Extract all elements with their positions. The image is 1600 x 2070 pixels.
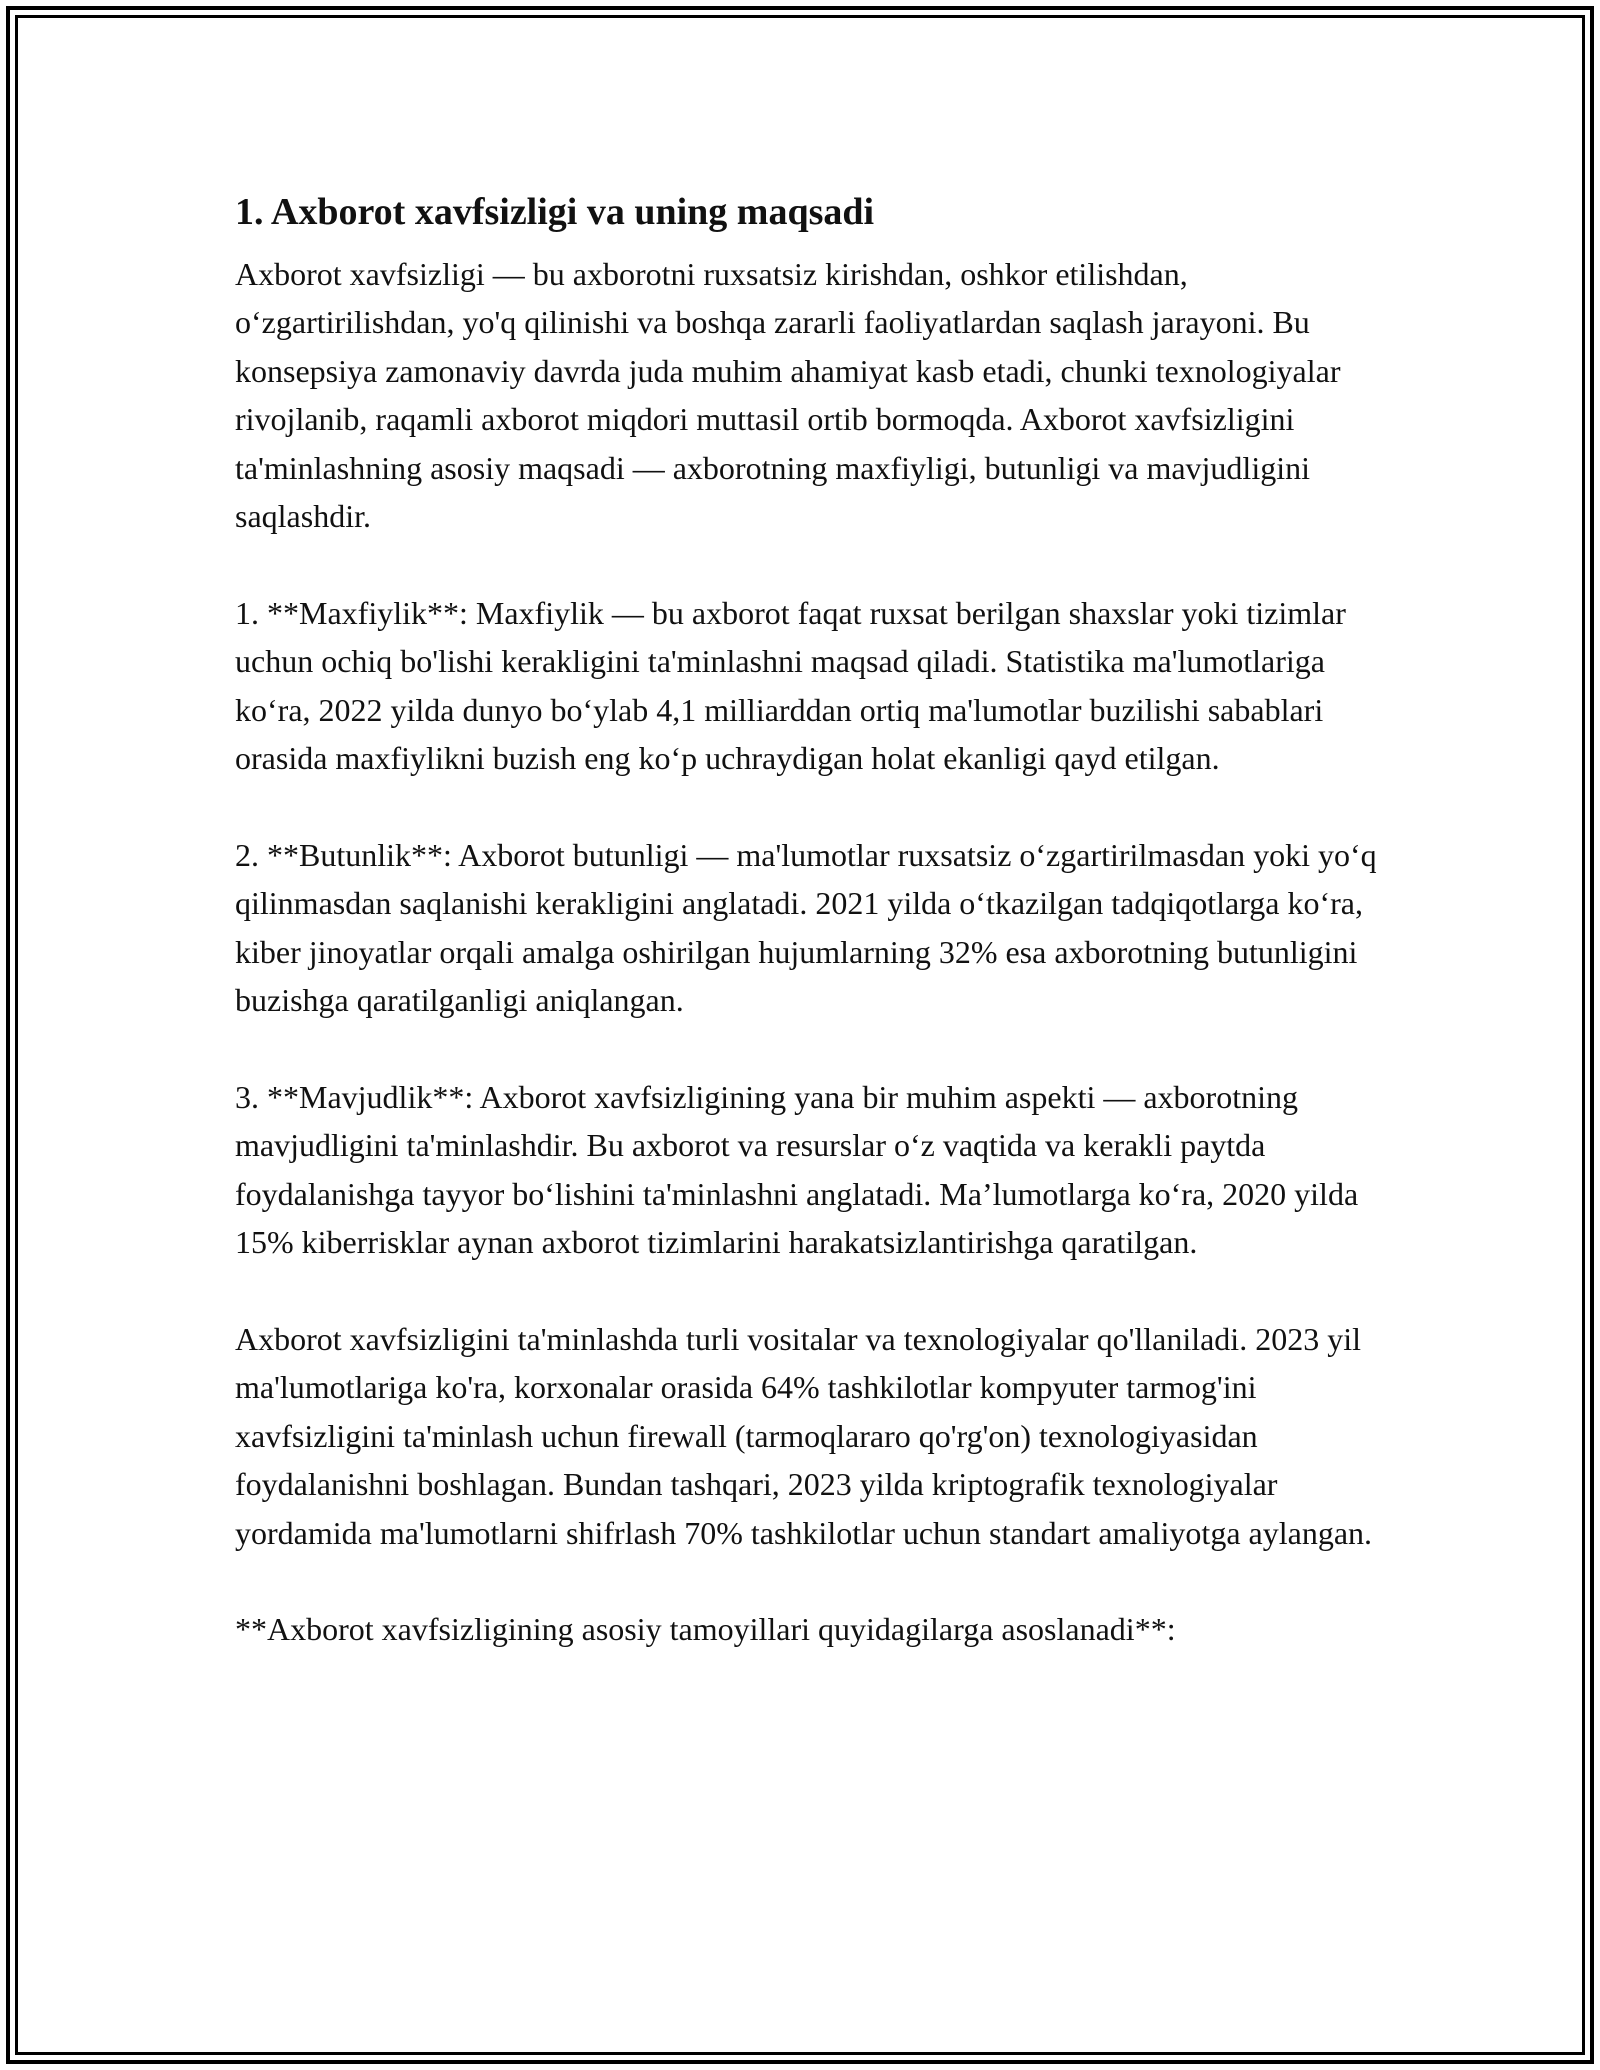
intro-paragraph: Axborot xavfsizligi — bu axborotni ruxsatsiz kirishdan, oshkor etilishdan, o‘zgartirilishdan, yo'q qilinishi va boshqa zararli faoliyatlardan saqlash jarayoni. Bu konsepsiya zamonaviy davrda juda muhim ahamiyat kasb etadi, chunki texnologiyalar rivojlanib, raqamli axborot miqdori muttasil ortib bormoqda. Axborot xavfsizligini ta'minlashning asosiy maqsadi — axborotning maxfiyligi, butunligi va mavjudligini saqlashdir. [235,256,1341,535]
document-body [235,188,1385,1702]
integrity-paragraph: 2. **Butunlik**: Axborot butunligi — ma'lumotlar ruxsatsiz o‘zgartirilmasdan yoki yo‘q qilinmasdan saqlanishi kerakligini anglatadi. 2021 yilda o‘tkazilgan tadqiqotlarga ko‘ra, kiber jinoyatlar orqali amalga oshirilgan hujumlarning 32% esa axborotning butunligini buzishga qaratilganligi aniqlangan. [235,836,1377,1019]
availability-paragraph: 3. **Mavjudlik**: Axborot xavfsizligining yana bir muhim aspekti — axborotning mavjudligini ta'minlashdir. Bu axborot va resurslar o‘z vaqtida va kerakli paytda foydalanishga tayyor bo‘lishini ta'minlashni anglatadi. Ma’lumotlarga ko‘ra, 2020 yilda 15% kiberrisklar aynan axborot tizimlarini harakatsizlantirishga qaratilgan. [235,1078,1359,1261]
principles-intro-paragraph: **Axborot xavfsizligining asosiy tamoyillari quyidagilarga asoslanadi**: [235,1611,1176,1648]
tools-paragraph: Axborot xavfsizligini ta'minlashda turli vositalar va texnologiyalar qo'llaniladi. 2023 yil ma'lumotlariga ko'ra, korxonalar orasida 64% tashkilotlar kompyuter tarmog'ini xavfsizligini ta'minlash uchun firewall (tarmoqlararo qo'rg'on) texnologiyasidan foydalanishni boshlagan. Bundan tashqari, 2023 yilda kriptografik texnologiyalar yordamida ma'lumotlarni shifrlash 70% tashkilotlar uchun standart amaliyotga aylangan. [235,1320,1373,1551]
section-heading: 1. Axborot xavfsizligi va uning maqsadi [235,191,875,233]
confidentiality-paragraph: 1. **Maxfiylik**: Maxfiylik — bu axborot faqat ruxsat berilgan shaxslar yoki tizimlar uchun ochiq bo'lishi kerakligini ta'minlashni maqsad qiladi. Statistika ma'lumotlariga ko‘ra, 2022 yilda dunyo bo‘ylab 4,1 milliarddan ortiq ma'lumotlar buzilishi sabablari orasida maxfiylikni buzish eng ko‘p uchraydigan holat ekanligi qayd etilgan. [235,594,1346,777]
